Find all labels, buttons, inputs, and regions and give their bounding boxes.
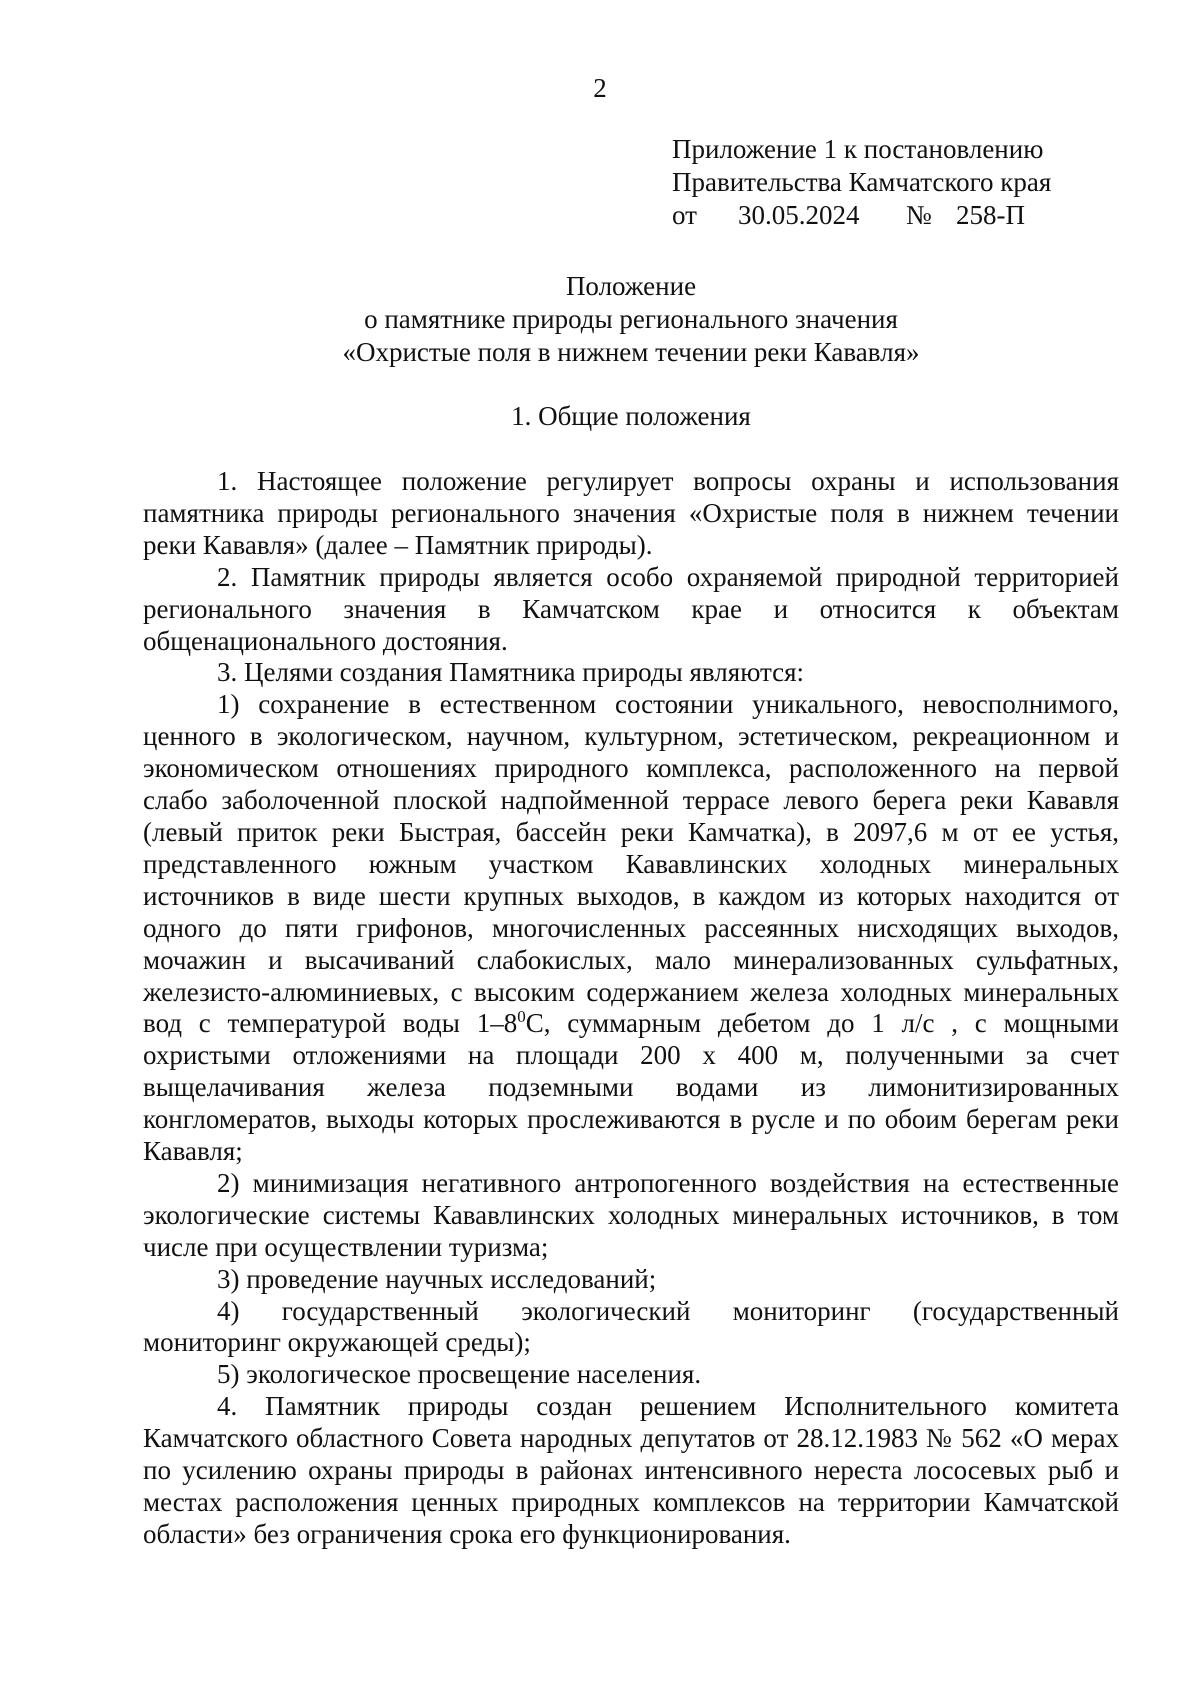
resolution-number: 258-П: [956, 200, 1025, 230]
document-body: [143, 466, 1119, 1551]
item-1-text-b: С, суммарным дебетом до 1 л/с , с мощными охристыми отложениями на площади 200 х 400 м, полученными за счет выщелачивания железа подземными водами из лимонитизированных конгломератов, выходы которых прослеживаются в русле и по обоим берегам реки Кававля;: [143, 1008, 1119, 1167]
number-sign: №: [906, 200, 932, 230]
appendix-header: [672, 133, 1132, 232]
from-label: от: [672, 200, 697, 230]
appendix-line-2: Правительства Камчатского края: [672, 167, 1052, 197]
item-1-text-a: 1) сохранение в естественном состоянии уникального, невосполнимого, ценного в экологическом, научном, культурном, эстетическом, рекреационном и экономическом отношениях природного комплекса, расположенного на первой слабо заболоченной плоской надпойменной террасе левого берега реки Кававля (левый приток реки Быстрая, бассейн реки Камчатка), в 2097,6 м от ее устья, представленного южным участком Кававлинских холодных минеральных источников в виде шести крупных выходов, в каждом из которых находится от одного до пяти грифонов, многочисленных рассеянных нисходящих выходов, мочажин и высачиваний слабокислых, мало минерализованных сульфатных, железисто-алюминиевых, с высоким содержанием железа холодных минеральных вод с температурой воды 1–8: [143, 689, 1119, 1039]
paragraph-3: 3. Целями создания Памятника природы являются:: [217, 657, 805, 688]
appendix-line-1: Приложение 1 к постановлению: [672, 134, 1044, 164]
title-line-3: «Охристые поля в нижнем течении реки Кававля»: [342, 337, 920, 367]
paragraph-3-item-2: 2) минимизация негативного антропогенного воздействия на естественные экологические системы Кававлинских холодных минеральных источников, в том числе при осуществлении туризма;: [143, 1167, 1119, 1262]
title-line-2: о памятнике природы регионального значения: [364, 304, 898, 334]
paragraph-3-item-4: 4) государственный экологический мониторинг (государственный мониторинг окружающей среды);: [143, 1295, 1119, 1358]
paragraph-3-item-1: [143, 689, 1119, 1168]
appendix-date-line: [672, 199, 1132, 232]
section-heading: 1. Общие положения: [511, 401, 751, 431]
resolution-date: 30.05.2024: [738, 200, 860, 230]
paragraph-3-item-3: 3) проведение научных исследований;: [217, 1263, 657, 1294]
page-number: 2: [593, 73, 607, 103]
title-line-1: Положение: [565, 271, 697, 301]
paragraph-1: 1. Настоящее положение регулирует вопросы охраны и использования памятника природы регионального значения «Охристые поля в нижнем течении реки Кававля» (далее – Памятник природы).: [143, 466, 1119, 560]
paragraph-4: 4. Памятник природы создан решением Исполнительного комитета Камчатского областного Совета народных депутатов от 28.12.1983 № 562 «О мерах по усилению охраны природы в районах интенсивного нереста лососевых рыб и местах расположения ценных природных комплексов на территории Камчатской области» без ограничения срока его функционирования.: [143, 1391, 1119, 1549]
paragraph-3-item-5: 5) экологическое просвещение населения.: [217, 1359, 702, 1390]
paragraph-2: 2. Памятник природы является особо охраняемой природной территорией регионального значения в Камчатском крае и относится к объектам общенационального достояния.: [143, 561, 1119, 656]
degree-superscript: 0: [517, 1007, 526, 1027]
document-title: [143, 270, 1119, 369]
